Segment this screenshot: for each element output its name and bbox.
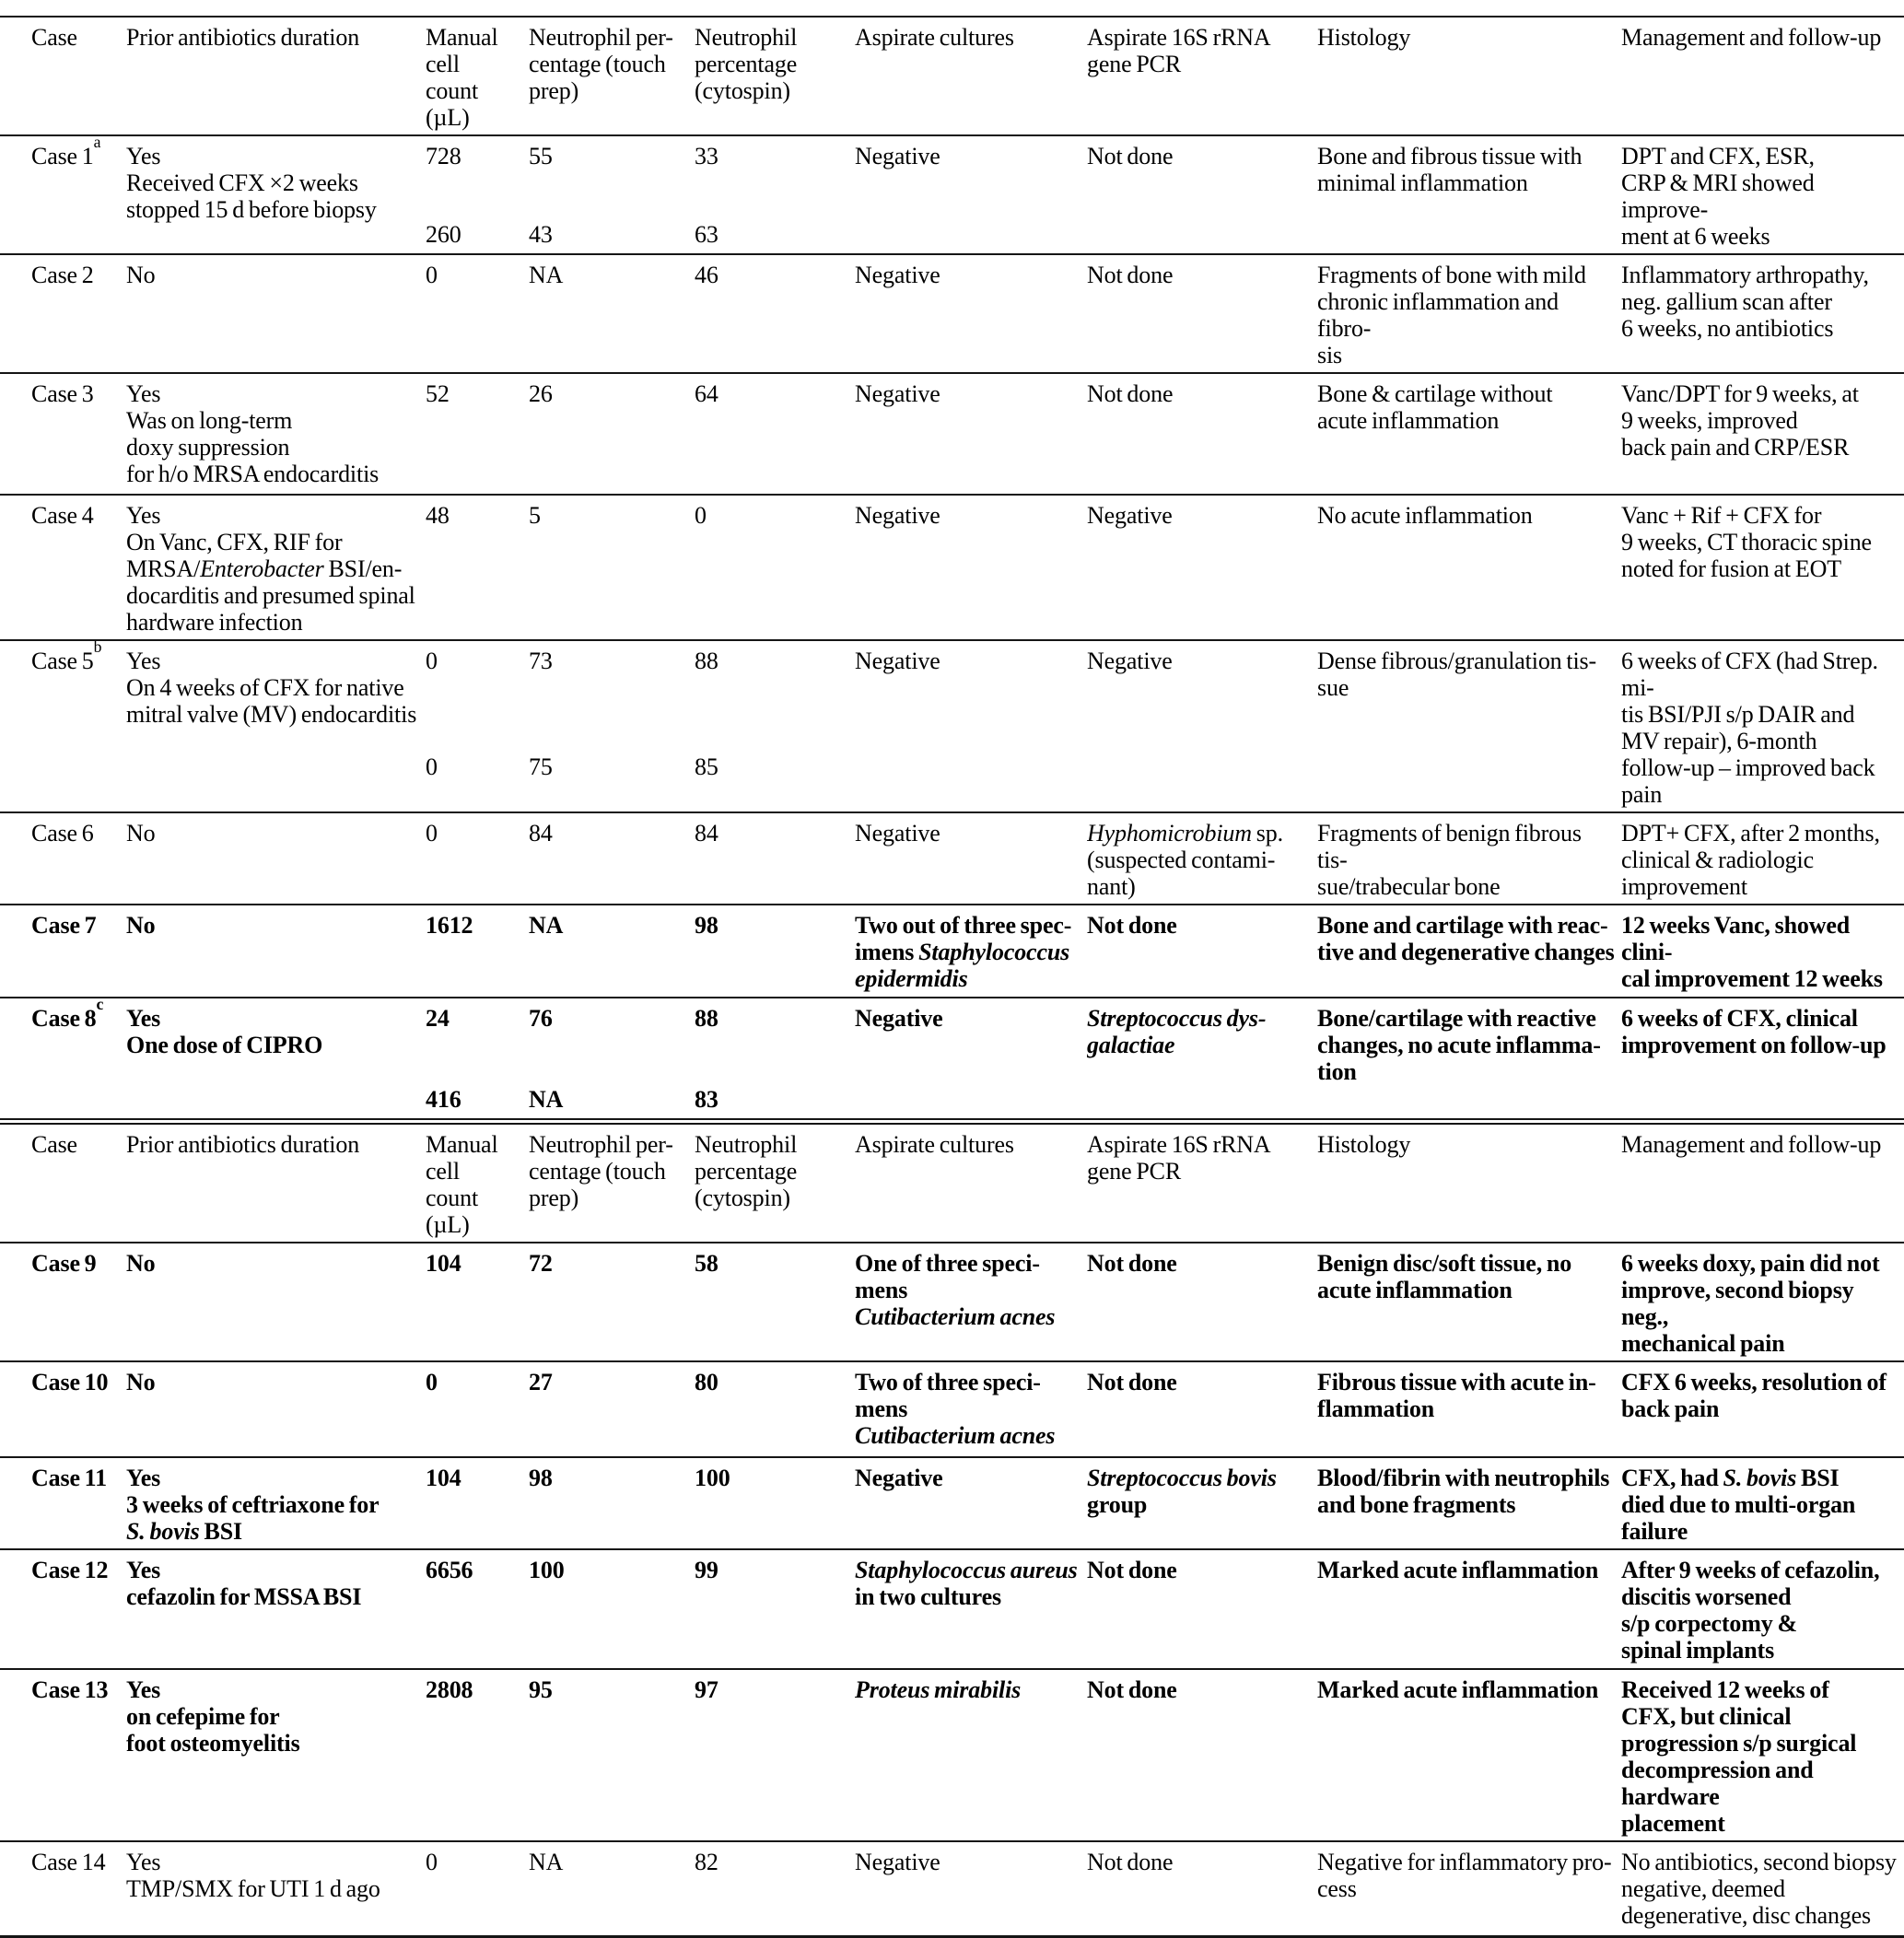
- cytospin-cell: 97: [695, 1675, 718, 1703]
- case-row-10: [0, 1361, 1904, 1457]
- pcr-cell: Negative: [1087, 502, 1173, 529]
- cytospin-cell: 64: [695, 380, 718, 407]
- case-row-1: [0, 135, 1904, 254]
- pcr-cell: Streptococcus dys- galactiae: [1087, 1005, 1267, 1058]
- pcr-cell: Negative: [1087, 648, 1173, 674]
- aspirate-cultures-cell: One of three speci- mens Cutibacterium acnes: [855, 1249, 1056, 1330]
- aspirate-cultures-cell: Staphylococcus aureus in two cultures: [855, 1556, 1078, 1610]
- pcr-cell: Not done: [1087, 1249, 1177, 1277]
- histology-cell: Marked acute inflammation: [1317, 1675, 1599, 1703]
- case-row-14: [0, 1841, 1904, 1937]
- case-row-3: [0, 373, 1904, 495]
- touch-prep-cell: 84: [529, 820, 553, 846]
- management-cell: DPT+ CFX, after 2 months, clinical & radiologic improvement: [1621, 820, 1880, 900]
- case-cell: Case 10: [31, 1368, 109, 1395]
- header-prior-antibiotics: Prior antibiotics duration: [126, 1130, 360, 1158]
- footnote-marker-a: a: [93, 135, 101, 152]
- cytospin-cell: 88 83: [695, 1005, 718, 1113]
- histology-cell: No acute inflammation: [1317, 502, 1533, 529]
- aspirate-cultures-cell: Negative: [855, 262, 940, 288]
- pcr-cell: Not done: [1087, 1848, 1174, 1875]
- header-management: Management and follow-up: [1621, 1130, 1882, 1158]
- header-manual-cell-count: Manual cell count (µL): [426, 1130, 498, 1238]
- pcr-cell: Not done: [1087, 262, 1174, 288]
- histology-cell: Marked acute inflammation: [1317, 1556, 1599, 1583]
- case-cell: Case 1$^a$: [0, 135, 126, 254]
- pcr-cell: Hyphomicrobium sp. (suspected contami- nant): [1087, 820, 1283, 900]
- header-case: Case: [31, 1130, 77, 1158]
- prior-antibiotics-cell: No: [126, 912, 156, 939]
- management-cell: Received 12 weeks of CFX, but clinical progression s/p surgical decompression and hardware placement: [1621, 1675, 1857, 1837]
- case-cell: Case 4: [31, 502, 94, 529]
- cytospin-cell: 99: [695, 1556, 718, 1583]
- pcr-cell: Not done: [1087, 380, 1174, 407]
- prior-antibiotics-cell: Yes TMP/SMX for UTI 1 d ago: [126, 1848, 380, 1902]
- footnote-marker-b: b: [93, 640, 102, 657]
- histology-cell: Fragments of benign fibrous tis- sue/trabecular bone: [1317, 820, 1582, 900]
- management-cell: CFX 6 weeks, resolution of back pain: [1621, 1368, 1886, 1422]
- header-neutrophil-cytospin: Neutrophil percentage (cytospin): [695, 1130, 798, 1211]
- pcr-cell: Not done: [1087, 1675, 1177, 1703]
- touch-prep-cell: 100: [529, 1556, 565, 1583]
- aspirate-cultures-cell: Negative: [855, 502, 940, 529]
- cytospin-cell: 100: [695, 1464, 730, 1491]
- touch-prep-cell: NA: [529, 1848, 564, 1875]
- case-row-9: [0, 1243, 1904, 1361]
- manual-count-cell: 0: [426, 1848, 438, 1875]
- touch-prep-cell: 95: [529, 1675, 553, 1703]
- cytospin-cell: 84: [695, 820, 718, 846]
- touch-prep-cell: 72: [529, 1249, 553, 1277]
- header-histology: Histology: [1317, 24, 1411, 51]
- touch-prep-cell: 73 75: [529, 648, 553, 780]
- histology-cell: Bone and fibrous tissue with minimal inflammation: [1317, 143, 1583, 196]
- histology-cell: Bone and cartilage with reac- tive and degenerative changes: [1317, 912, 1615, 965]
- management-cell: 6 weeks of CFX (had Strep. mi- tis BSI/PJI s/p DAIR and MV repair), 6-month follow-up – improved back pain: [1621, 648, 1878, 808]
- case-cell: Case 11: [31, 1464, 107, 1491]
- manual-count-cell: 2808: [426, 1675, 473, 1703]
- case-row-11: [0, 1457, 1904, 1549]
- case-row-6: [0, 812, 1904, 905]
- touch-prep-cell: 98: [529, 1464, 553, 1491]
- prior-antibiotics-cell: No: [126, 262, 156, 288]
- manual-count-cell: 0: [426, 262, 438, 288]
- touch-prep-cell: 55 43: [529, 143, 553, 248]
- header-neutrophil-cytospin: Neutrophil percentage (cytospin): [695, 24, 798, 104]
- management-cell: 6 weeks doxy, pain did not improve, second biopsy neg., mechanical pain: [1621, 1249, 1880, 1357]
- manual-count-cell: 0: [426, 1368, 438, 1395]
- cytospin-cell: 0: [695, 502, 707, 529]
- aspirate-cultures-cell: Two of three speci- mens Cutibacterium acnes: [855, 1368, 1056, 1449]
- cytospin-cell: 82: [695, 1848, 718, 1875]
- cytospin-cell: 88 85: [695, 648, 718, 780]
- header-aspirate-cultures: Aspirate cultures: [855, 1130, 1014, 1158]
- case-cell: Case 9: [31, 1249, 97, 1277]
- case-row-5: [0, 640, 1904, 812]
- prior-antibiotics-cell: No: [126, 1368, 156, 1395]
- manual-count-cell: 728 260: [426, 143, 461, 248]
- case-row-13: [0, 1669, 1904, 1841]
- histology-cell: Dense fibrous/granulation tis- sue: [1317, 648, 1596, 701]
- case-cell: Case 7: [31, 912, 97, 939]
- case-row-8: [0, 998, 1904, 1121]
- prior-antibiotics-cell: Yes On 4 weeks of CFX for native mitral valve (MV) endocarditis: [126, 648, 417, 728]
- management-cell: Vanc + Rif + CFX for 9 weeks, CT thoracic spine noted for fusion at EOT: [1621, 502, 1872, 582]
- histology-cell: Fragments of bone with mild chronic inflammation and fibro- sis: [1317, 262, 1586, 368]
- histology-cell: Bone/cartilage with reactive changes, no acute inflamma- tion: [1317, 1005, 1601, 1085]
- touch-prep-cell: 5: [529, 502, 541, 529]
- header-aspirate-cultures: Aspirate cultures: [855, 24, 1014, 51]
- manual-count-cell: 104: [426, 1464, 461, 1491]
- prior-antibiotics-cell: Yes cefazolin for MSSA BSI: [126, 1556, 362, 1610]
- case-row-12: [0, 1549, 1904, 1669]
- management-cell: DPT and CFX, ESR, CRP & MRI showed improve- ment at 6 weeks: [1621, 143, 1815, 250]
- case-cell: Case 13: [31, 1675, 109, 1703]
- case-cell: Case 14: [31, 1848, 106, 1875]
- pcr-cell: Not done: [1087, 912, 1177, 939]
- touch-prep-cell: 26: [529, 380, 553, 407]
- header-row-2: [0, 1121, 1904, 1243]
- aspirate-cultures-cell: Negative: [855, 143, 940, 169]
- touch-prep-cell: 76 NA: [529, 1005, 564, 1113]
- header-histology: Histology: [1317, 1130, 1411, 1158]
- header-prior-antibiotics: Prior antibiotics duration: [126, 24, 360, 51]
- header-aspirate-pcr: Aspirate 16S rRNA gene PCR: [1087, 1130, 1271, 1185]
- pcr-cell: Not done: [1087, 1368, 1177, 1395]
- cytospin-cell: 58: [695, 1249, 718, 1277]
- prior-antibiotics-cell: Yes Was on long-term doxy suppression for h/o MRSA endocarditis: [126, 380, 380, 487]
- aspirate-cultures-cell: Negative: [855, 1005, 943, 1032]
- cytospin-cell: 46: [695, 262, 718, 288]
- case-row-7: [0, 905, 1904, 998]
- case-row-2: [0, 254, 1904, 373]
- case-cell: Case 8$^c$: [0, 998, 126, 1121]
- cytospin-cell: 98: [695, 912, 718, 939]
- management-cell: Vanc/DPT for 9 weeks, at 9 weeks, improved back pain and CRP/ESR: [1621, 380, 1859, 461]
- case-cell: Case 6: [31, 820, 94, 846]
- management-cell: 6 weeks of CFX, clinical improvement on follow-up: [1621, 1005, 1886, 1058]
- manual-count-cell: 6656: [426, 1556, 473, 1583]
- aspirate-cultures-cell: Two out of three spec- imens Staphylococcus epidermidis: [855, 912, 1072, 992]
- header-aspirate-pcr: Aspirate 16S rRNA gene PCR: [1087, 24, 1271, 77]
- prior-antibiotics-cell: Yes on cefepime for foot osteomyelitis: [126, 1675, 300, 1757]
- histology-cell: Fibrous tissue with acute in- flammation: [1317, 1368, 1596, 1422]
- histology-cell: Negative for inflammatory pro- cess: [1317, 1848, 1612, 1902]
- touch-prep-cell: NA: [529, 912, 564, 939]
- prior-antibiotics-cell: Yes 3 weeks of ceftriaxone for S. bovis BSI: [126, 1464, 380, 1545]
- manual-count-cell: 0: [426, 820, 438, 846]
- histology-cell: Blood/fibrin with neutrophils and bone fragments: [1317, 1464, 1610, 1518]
- pcr-cell: Not done: [1087, 143, 1174, 169]
- biopsy-cases-table: [0, 16, 1904, 1938]
- header-case: Case: [31, 24, 77, 51]
- aspirate-cultures-cell: Negative: [855, 380, 940, 407]
- prior-antibiotics-cell: No: [126, 1249, 156, 1277]
- cytospin-cell: 33 63: [695, 143, 718, 248]
- touch-prep-cell: 27: [529, 1368, 553, 1395]
- management-cell: 12 weeks Vanc, showed clini- cal improvement 12 weeks: [1621, 912, 1883, 992]
- management-cell: After 9 weeks of cefazolin, discitis worsened s/p corpectomy & spinal implants: [1621, 1556, 1880, 1664]
- case-cell: Case 2: [31, 262, 94, 288]
- header-row-1: [0, 17, 1904, 135]
- touch-prep-cell: NA: [529, 262, 564, 288]
- manual-count-cell: 48: [426, 502, 450, 529]
- histology-cell: Bone & cartilage without acute inflammation: [1317, 380, 1553, 434]
- case-cell: Case 12: [31, 1556, 109, 1583]
- aspirate-cultures-cell: Negative: [855, 820, 940, 846]
- case-cell: Case 5$^b$: [0, 640, 126, 812]
- prior-antibiotics-cell: Yes On Vanc, CFX, RIF for MRSA/Enterobacter BSI/en- docarditis and presumed spinal hardware infection: [126, 502, 415, 636]
- footnote-marker-c: c: [96, 998, 104, 1014]
- manual-count-cell: 104: [426, 1249, 461, 1277]
- manual-count-cell: 1612: [426, 912, 473, 939]
- management-cell: Inflammatory arthropathy, neg. gallium scan after 6 weeks, no antibiotics: [1621, 262, 1869, 342]
- management-cell: No antibiotics, second biopsy negative, deemed degenerative, disc changes: [1621, 1848, 1897, 1929]
- aspirate-cultures-cell: Negative: [855, 648, 940, 674]
- header-manual-cell-count: Manual cell count (µL): [426, 24, 498, 131]
- case-cell: Case 3: [31, 380, 94, 407]
- manual-count-cell: 52: [426, 380, 450, 407]
- pcr-cell: Not done: [1087, 1556, 1177, 1583]
- prior-antibiotics-cell: No: [126, 820, 156, 846]
- management-cell: CFX, had S. bovis BSI died due to multi-organ failure: [1621, 1464, 1856, 1545]
- prior-antibiotics-cell: Yes Received CFX ×2 weeks stopped 15 d before biopsy: [126, 143, 377, 223]
- case-row-4: [0, 495, 1904, 640]
- aspirate-cultures-cell: Negative: [855, 1848, 940, 1875]
- aspirate-cultures-cell: Proteus mirabilis: [855, 1675, 1022, 1703]
- header-neutrophil-touch-prep: Neutrophil per- centage (touch prep): [529, 1130, 673, 1211]
- aspirate-cultures-cell: Negative: [855, 1464, 943, 1491]
- manual-count-cell: 24 416: [426, 1005, 461, 1113]
- cytospin-cell: 80: [695, 1368, 718, 1395]
- header-neutrophil-touch-prep: Neutrophil per- centage (touch prep): [529, 24, 673, 104]
- pcr-cell: Streptococcus bovis group: [1087, 1464, 1277, 1518]
- histology-cell: Benign disc/soft tissue, no acute inflammation: [1317, 1249, 1572, 1303]
- header-management: Management and follow-up: [1621, 24, 1882, 51]
- manual-count-cell: 0 0: [426, 648, 438, 780]
- prior-antibiotics-cell: Yes One dose of CIPRO: [126, 1005, 323, 1058]
